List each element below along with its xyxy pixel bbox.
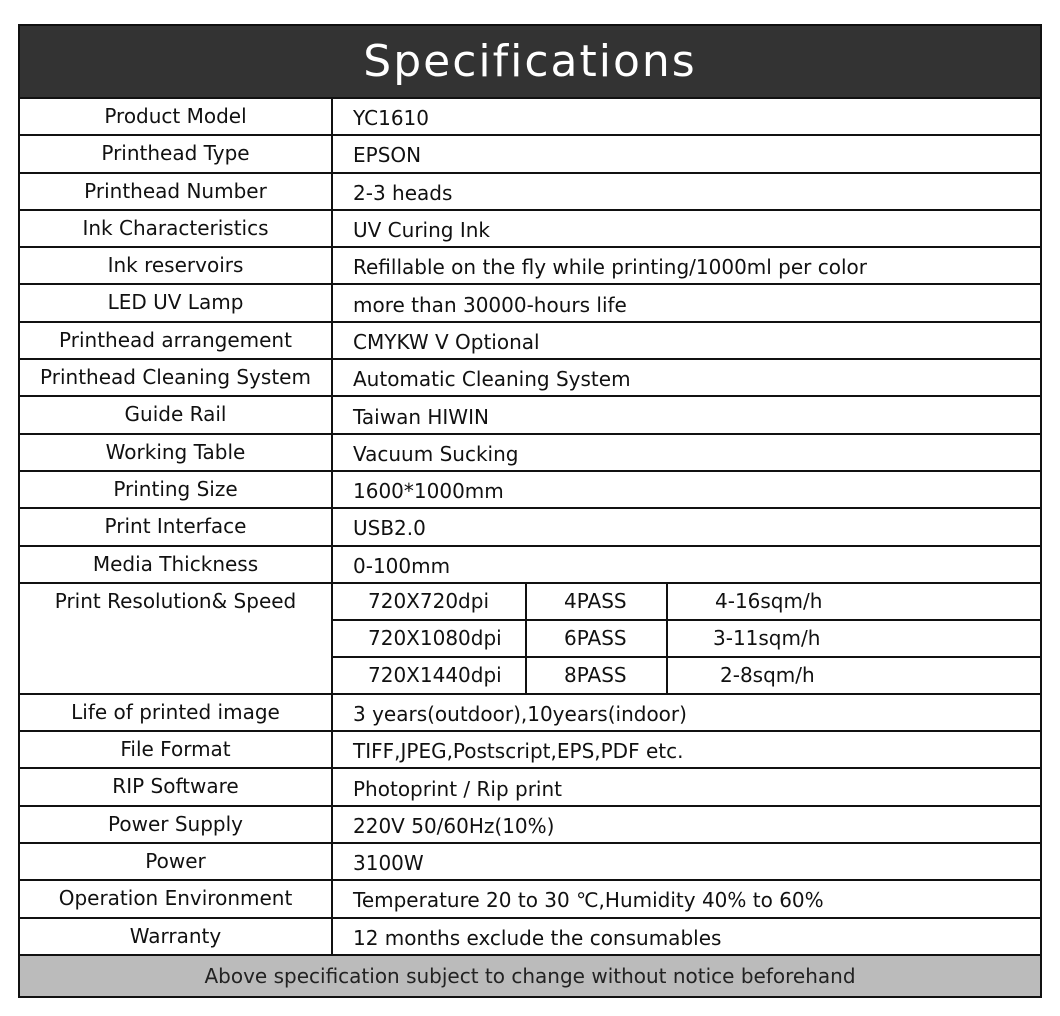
spec-label: Ink reservoirs: [20, 248, 333, 283]
resolution-dpi: 720X1440dpi: [333, 658, 527, 693]
spec-value: Vacuum Sucking: [353, 441, 519, 466]
spec-row: [20, 360, 1040, 397]
spec-row: [20, 881, 1040, 918]
resolution-dpi: 720X1080dpi: [333, 621, 527, 656]
spec-row: [20, 285, 1040, 322]
spec-value: 12 months exclude the consumables: [353, 925, 722, 950]
spec-value: USB2.0: [353, 516, 426, 541]
spec-value: Refillable on the fly while printing/1000ml per color: [353, 255, 868, 280]
resolution-row: [333, 584, 1040, 619]
spec-value: 2-3 heads: [353, 180, 453, 205]
spec-label: File Format: [20, 732, 333, 767]
spec-value: UV Curing Ink: [353, 218, 490, 243]
spec-value: 0-100mm: [353, 553, 451, 578]
resolution-pass: 8PASS: [527, 658, 668, 693]
spec-label: Print Interface: [20, 509, 333, 544]
resolution-dpi: 720X720dpi: [333, 584, 527, 619]
resolution-row: [333, 619, 1040, 656]
spec-value: YC1610: [353, 106, 429, 131]
spec-row: [20, 323, 1040, 360]
spec-row: [20, 397, 1040, 434]
resolution-block: [20, 584, 1040, 695]
spec-row: [20, 807, 1040, 844]
spec-row: [20, 174, 1040, 211]
spec-sheet: [18, 24, 1042, 998]
spec-label: Printhead Number: [20, 174, 333, 209]
spec-row: [20, 248, 1040, 285]
spec-value: EPSON: [353, 143, 422, 168]
resolution-speed: 2-8sqm/h: [720, 663, 815, 688]
spec-label: Printhead Type: [20, 136, 333, 171]
spec-value: Automatic Cleaning System: [353, 367, 631, 392]
spec-row: [20, 844, 1040, 881]
spec-value: 3100W: [353, 851, 424, 876]
spec-label: Power: [20, 844, 333, 879]
spec-value: 220V 50/60Hz(10%): [353, 813, 555, 838]
spec-table: [20, 99, 1040, 956]
resolution-speed: 3-11sqm/h: [713, 626, 821, 651]
spec-label: Guide Rail: [20, 397, 333, 432]
spec-row: [20, 919, 1040, 956]
spec-value: 1600*1000mm: [353, 479, 504, 504]
spec-label: Printhead Cleaning System: [20, 360, 333, 395]
spec-label: Operation Environment: [20, 881, 333, 916]
resolution-pass: 6PASS: [527, 621, 668, 656]
spec-row: [20, 509, 1040, 546]
spec-label: Working Table: [20, 435, 333, 470]
spec-value: CMYKW V Optional: [353, 329, 540, 354]
spec-label: Warranty: [20, 919, 333, 954]
spec-label: Printing Size: [20, 472, 333, 507]
spec-label: RIP Software: [20, 769, 333, 804]
spec-label: Product Model: [20, 99, 333, 134]
resolution-speed: 4-16sqm/h: [715, 589, 823, 614]
spec-label: Life of printed image: [20, 695, 333, 730]
spec-row: [20, 769, 1040, 806]
spec-row: [20, 435, 1040, 472]
spec-value: Temperature 20 to 30 ℃,Humidity 40% to 60%: [353, 888, 824, 913]
spec-label: Ink Characteristics: [20, 211, 333, 246]
footer-note: Above specification subject to change without notice beforehand: [20, 956, 1040, 996]
resolution-table: [333, 584, 1040, 693]
spec-label: Power Supply: [20, 807, 333, 842]
resolution-label: Print Resolution& Speed: [20, 584, 333, 693]
page-title: Specifications: [20, 26, 1040, 99]
spec-label: Printhead arrangement: [20, 323, 333, 358]
spec-row: [20, 211, 1040, 248]
resolution-pass: 4PASS: [527, 584, 668, 619]
spec-label: Media Thickness: [20, 547, 333, 582]
spec-row: [20, 732, 1040, 769]
spec-row: [20, 472, 1040, 509]
spec-value: Taiwan HIWIN: [353, 404, 489, 429]
spec-value: TIFF,JPEG,Postscript,EPS,PDF etc.: [353, 739, 684, 764]
spec-value: Photoprint / Rip print: [353, 776, 562, 801]
spec-row: [20, 695, 1040, 732]
spec-row: [20, 99, 1040, 136]
spec-row: [20, 547, 1040, 584]
spec-value: more than 30000-hours life: [353, 292, 627, 317]
spec-row: [20, 136, 1040, 173]
spec-value: 3 years(outdoor),10years(indoor): [353, 702, 687, 726]
resolution-row: [333, 656, 1040, 693]
spec-label: LED UV Lamp: [20, 285, 333, 320]
